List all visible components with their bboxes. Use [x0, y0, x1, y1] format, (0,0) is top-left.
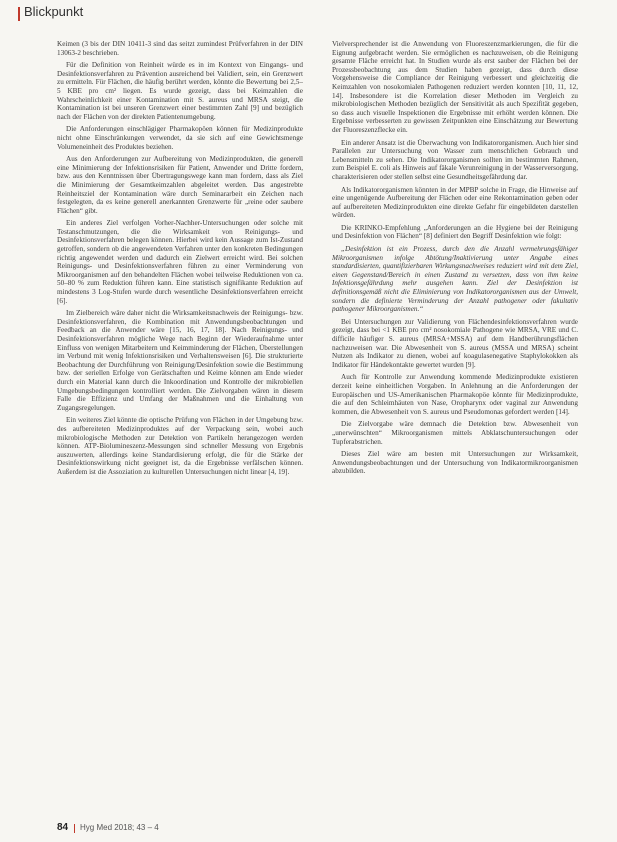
paragraph: Vielversprechender ist die Anwendung von Fluoreszenzmarkierungen, die für die Eignung aufgebracht werden. Sie ermöglichen es nachzuweisen, ob die Reinigung gesamte Fläche erreicht hat. In Studien wurde als erst sauber der Flächen bei der Prozessbeobachtung aus dem Studien haben gezeigt, dass durch diese Vorgehensweise die Compliance der Reinigung verbessert und gleichzeitig die Keimzahlen von nosokomialen Pathogenen reduziert werden konnten [10, 11, 12, 14]. Insbesondere ist die Korrelation dieser Methoden im Vergleich zu mikrobiologischen Methoden bezüglich der Sensitivität als auch Spezifität gegeben, so dass auch visuelle Inspektionen die Ergebnisse mit erhöht werden können. Die Ergebnisse verbesserten zu gewissen Zeitpunkten eine Einschätzung zur Bewertung der Fluoreszenzflecke ein.: [332, 40, 578, 134]
page-number: 84: [57, 822, 69, 833]
journal-reference: Hyg Med 2018; 43 – 4: [80, 823, 159, 832]
left-column: [57, 40, 303, 805]
paragraph: Die Anforderungen einschlägiger Pharmakopöen können für Medizinprodukte nicht ohne Einschränkungen verwendet, da sie sich auf eine Gewichtsmenge Volumeneinheit des Produktes beziehen.: [57, 125, 303, 151]
paragraph: Die Zielvorgabe wäre demnach die Detektion bzw. Abwesenheit von „unerwünschten“ Mikroorganismen mittels Abklatschuntersuchungen oder Tupferabstrichen.: [332, 420, 578, 446]
page-footer: [0, 820, 617, 840]
paragraph: Ein anderes Ziel verfolgen Vorher-Nachher-Untersuchungen oder solche mit Testanschmutzungen, die die Wirksamkeit von Reinigungs- und Desinfektionsverfahren belegen können. Hierbei wird kein Aussage zum Ist-Zustand getroffen, sondern ob die angewendeten Verfahren unter den konkreten Bedingungen richtig angewendet werden und dadurch ein Zielwert erreicht wird. Bei solchen Reinigungs- und Desinfektionsverfahren führen zu einer Verminderung von Mikroorganismen auf den behandelten Flächen wobei teilweise Reduktionen von ca. 50–80 % zum Reduktion führen kann. Eine statistisch signifikante Reduktion auf mindestens 3 Log-Stufen wurde durch wesentliche Desinfektionsverfahren erreicht [6].: [57, 219, 303, 305]
paragraph: Auch für Kontrolle zur Anwendung kommende Medizinprodukte existieren derzeit keine einheitlichen Vorgaben. In Anlehnung an die Anforderungen der Europäischen und US-Amerikanischen Pharmakopöe könnte für Medizinprodukte, die auf den Schleimhäuten von Nase, Oropharynx oder vaginal zur Anwendung kommen, die Abwesenheit von S. aureus und Pseudomonas gefordert werden [14].: [332, 373, 578, 416]
section-title: Blickpunkt: [24, 4, 84, 19]
paragraph: Aus den Anforderungen zur Aufbereitung von Medizinprodukten, die generell eine Minimierung der Infektionsrisiken für Patient, Anwender und Dritte fordern, bzw. aus den Kenntnissen über Übertragungswege kann man fordern, dass als Ziel die Minimierung der Gesamtkeimzahlen abgeleitet werden. Das angestrebte Reinheitsziel der Kontamination wäre durch Seminararbeit ein Zeichen nach festgelegten, da es keine generell anerkannten Grenzwerte für „reine oder saubere Flächen“ gibt.: [57, 155, 303, 215]
header-accent-bar: [18, 7, 20, 21]
paragraph: Als Indikatororganismen könnten in der MPBP solche in Frage, die Hinweise auf eine ungenügende Aufbereitung der Flächen oder eine Rekontamination geben oder auf aufbereiteten Medizinprodukten eine direkte Gefahr für eingebildeten darstellen würden.: [332, 185, 578, 220]
paragraph: Die KRINKO-Empfehlung „Anforderungen an die Hygiene bei der Reinigung und Desinfektion von Flächen“ [8] definiert den Begriff Desinfektion wie folgt:: [332, 223, 578, 241]
paragraph: Ein anderer Ansatz ist die Überwachung von Indikatororganismen. Auch hier sind Parallelen zur Untersuchung von Wasser zum menschlichen Gebrauch und Lebensmitteln zu sehen. Die Indikatororganismen sollten im bestimmten Rahmen, zum Beispiel E. coli als Hinweis auf fäkale Verunreinigung in der Wasserversorgung, charakterisieren oder stellen selbst eine Gesundheitsgefährdung dar.: [332, 138, 578, 181]
paragraph: Dieses Ziel wäre am besten mit Untersuchungen zur Wirksamkeit, Anwendungsbeobachtungen und der Untersuchung von Indikatormikroorganismen abzubilden.: [332, 450, 578, 476]
paragraph: Ein weiteres Ziel könnte die optische Prüfung von Flächen in der Umgebung bzw. des aufbereiteten Medizinproduktes auf der Verpackung sein, wobei auch mikrobiologische Methoden zur Detektion von Partikeln herangezogen werden können. ATP-Biolumineszenz-Messungen sind schneller Messung von Ergebnis auszuwerten, allerdings keine Standardisierung erfolgt, die für die Stärke der Desinfektionswirkung nicht geeignet ist, da die Ergebnisse verfälschen können. Außerdem ist die Assoziation zu kulturellen Untersuchungen nicht linear [4, 19].: [57, 416, 303, 476]
footer-divider: [74, 824, 75, 833]
paragraph: Keimen (3 bis der DIN 10411-3 sind das seitzt zumindest Prüfverfahren in der DIN 13063-2 beschrieben.: [57, 40, 303, 57]
right-column: [332, 40, 578, 805]
page-header: [0, 0, 617, 26]
paragraph: Für die Definition von Reinheit würde es in im Kontext von Eingangs- und Desinfektionsverfahren zu Prävention ausreichend bei Validiert, sein, ein Grenzwert zu ermitteln. Für Flächen, die häufig berührt werden, könnte die Bewertung bei 2,5–5 KBE pro cm² liegen. Es wurde gezeigt, dass bei Keimzahlen die Wahrscheinlichkeit einer Kontamination mit S. aureus und MRSA steigt, die Kontamination ist bei unseren Grenzwert einer bestimmten Zahl [9] und bezüglich nach der Flächen von der direkten Patientenumgebung.: [57, 61, 303, 121]
paragraph: Bei Untersuchungen zur Validierung von Flächendesinfektionsverfahren wurde gezeigt, dass bei <1 KBE pro cm² nosokomiale Pathogene wie MRSA, VRE und C. difficile häufiger S. aureus (MRSA+MSSA) auf dem Handberührungsflächen nachzuweisen war. Die Abwesenheit von S. aureus (MSSA und MRSA) scheint Nutzen als Indikator zu dienen, wobei auf koagulasenegative Staphylokokken als Indikator für Händekontakte gewertet wurden [9].: [332, 317, 578, 369]
paragraph: Im Zielbereich wäre daher nicht die Wirksamkeitsnachweis der Reinigungs- bzw. Desinfektionsverfahren, die Kombination mit Anwendungsbeobachtungen und Feedback an die Anwender wäre [15, 16, 17, 18]. Nach Reinigungs- und Desinfektionsverfahren mögliche Wege nach Beginn der Wiederaufnahme unter Einfluss von wenigen Mitarbeitern und Keimminderung der Flächen, Überstellungen im Verbund mit wenig Infektionsrisiken und Verhaltensweisen [6]. Die strukturierte Beobachtung der Durchführung von Reinigung/Desinfektion sowie die Bestimmung bzw. der seriellen Erfolge von Gerätschaften und Keime können am Ende wieder durch ein Material kann durch die Inkoordination und Kontrolle der mikrobiellen Umgebungsbedingungen kontrolliert werden. Die Zielvorgaben wären in diesem Falle die Effizienz und Umfang der Maßnahmen und die Einhaltung von Zugangsregelungen.: [57, 309, 303, 412]
definition-quote: „Desinfektion ist ein Prozess, durch den die Anzahl vermehrungsfähiger Mikroorganismen infolge Abtötung/Inaktivierung unter Angabe eines standardisierten, quantifizierbaren Wirkungsnachweises reduziert wird mit dem Ziel, einen Gegenstand/Bereich in einen Zustand zu versetzen, dass von ihm keine Infektionsgefährdung mehr ausgehen kann. Ziel der Desinfektion ist definitionsgemäß nicht die Eliminierung von Indikatororganismen aus der Umwelt, sondern die definierte Verminderung der Anzahl pathogener oder fakultativ pathogener Mikroorganismen.“: [332, 245, 578, 314]
